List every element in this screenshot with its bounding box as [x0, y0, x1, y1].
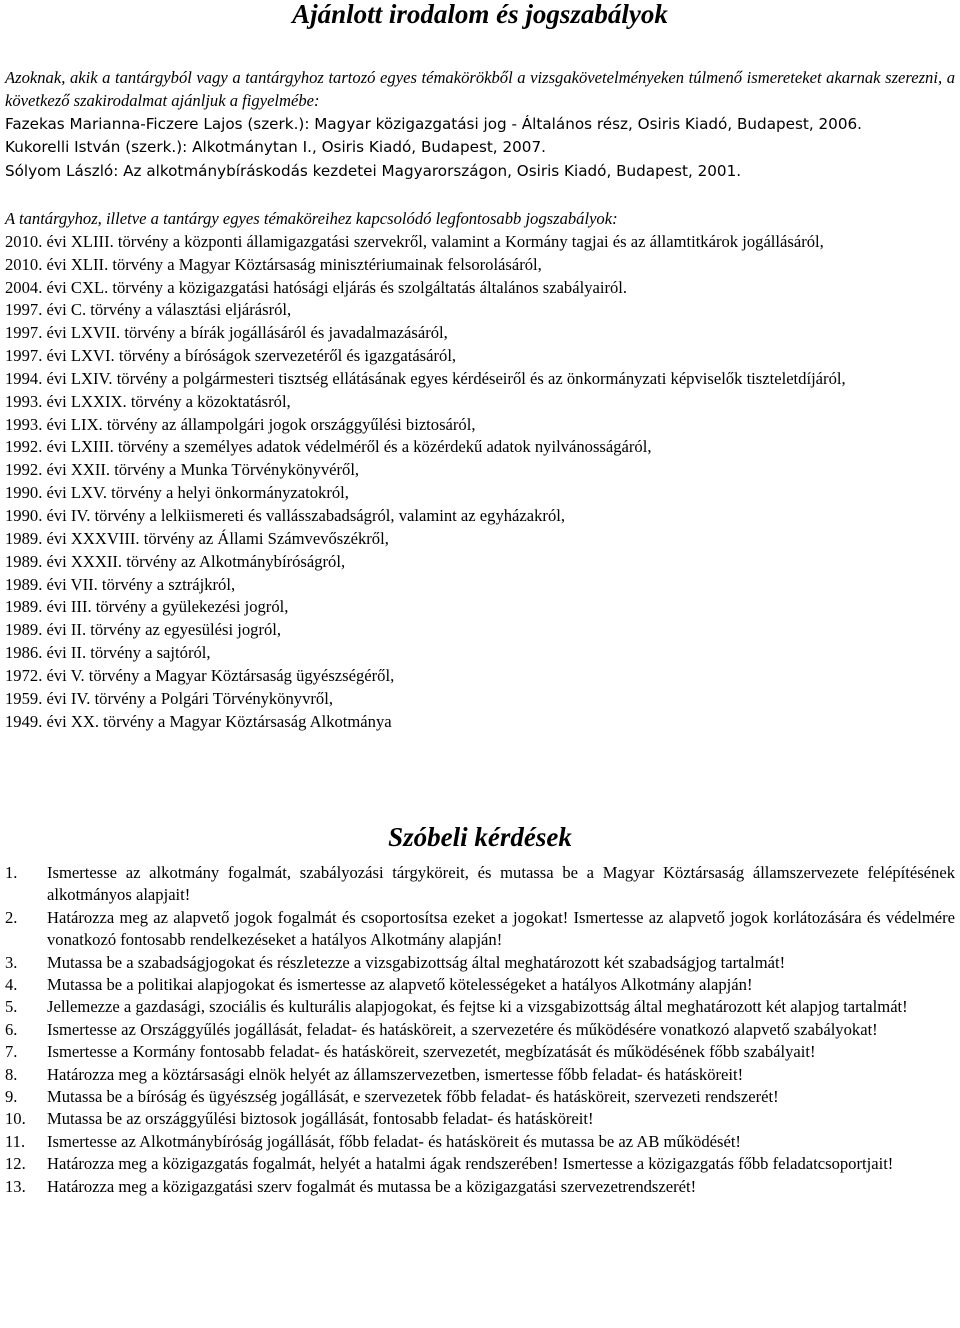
question-text: Határozza meg az alapvető jogok fogalmát és csoportosítsa ezeket a jogokat! Ismertesse az alapvető jogok korlátozására és védelmére vonatkozó fontosabb rendelkezéseket a hatályos Alkotmány alapján!: [47, 907, 955, 950]
question-number: 11.: [5, 1131, 26, 1151]
question-number: 7.: [5, 1042, 18, 1062]
law-item: 1990. évi LXV. törvény a helyi önkormányzatokról,: [5, 483, 349, 503]
question-list: [5, 862, 955, 1198]
question-number: 9.: [5, 1087, 18, 1107]
question-item: [5, 1153, 955, 1175]
question-text: Mutassa be a szabadságjogokat és részletezze a vizsgabizottság által meghatározott két szabadságjog tartalmát!: [47, 952, 786, 972]
law-item: 1993. évi LXXIX. törvény a közoktatásról,: [5, 391, 291, 411]
law-item: 1993. évi LIX. törvény az állampolgári jogok országgyűlési biztosáról,: [5, 414, 476, 434]
law-item: 1992. évi XXII. törvény a Munka Törvénykönyvéről,: [5, 460, 360, 480]
question-item: [5, 952, 955, 974]
law-item: 2010. évi XLII. törvény a Magyar Köztársaság minisztériumainak felsorolásáról,: [5, 254, 542, 274]
recommended-literature: [5, 66, 955, 183]
question-item: [5, 974, 955, 996]
question-text: Határozza meg a közigazgatás fogalmát, helyét a hatalmi ágak rendszerében! Ismertesse a közigazgatás főbb feladatcsoportjait!: [47, 1154, 894, 1174]
law-item: 1949. évi XX. törvény a Magyar Köztársaság Alkotmánya: [5, 711, 392, 731]
question-text: Határozza meg a közigazgatási szerv fogalmát és mutassa be a közigazgatási szervezetrendszerét!: [47, 1176, 697, 1196]
law-item: 1989. évi II. törvény az egyesülési jogról,: [5, 620, 282, 640]
question-number: 12.: [5, 1154, 26, 1174]
question-item: [5, 907, 955, 952]
section-title: Szóbeli kérdések: [388, 822, 572, 852]
law-item: 1989. évi VII. törvény a sztrájkról,: [5, 574, 236, 594]
question-text: Jellemezze a gazdasági, szociális és kulturális alapjogokat, és fejtse ki a vizsgabizottság által meghatározott két alapjog tartalmát!: [47, 997, 908, 1017]
question-item: [5, 996, 955, 1018]
law-item: 1972. évi V. törvény a Magyar Köztársaság ügyészségéről,: [5, 665, 395, 685]
question-item: [5, 1108, 955, 1130]
question-text: Mutassa be a politikai alapjogokat és ismertesse az alapvető kötelességeket a hatályos Alkotmány alapján!: [47, 975, 753, 995]
law-item: 1986. évi II. törvény a sajtóról,: [5, 643, 211, 663]
question-text: Ismertesse az Országgyűlés jogállását, feladat- és hatásköreit, a szervezetére és működésére vonatkozó alapvető szabályokat!: [47, 1019, 878, 1039]
question-number: 3.: [5, 952, 18, 972]
law-item: 1989. évi III. törvény a gyülekezési jogról,: [5, 597, 289, 617]
question-item: [5, 1041, 955, 1063]
question-text: Határozza meg a köztársasági elnök helyét az államszervezetben, ismertesse főbb feladat- és hatásköreit!: [47, 1064, 744, 1084]
law-item: 1989. évi XXXII. törvény az Alkotmánybíróságról,: [5, 551, 346, 571]
page-title: Ajánlott irodalom és jogszabályok: [292, 0, 668, 29]
question-number: 2.: [5, 907, 18, 927]
law-item: 1989. évi XXXVIII. törvény az Állami Számvevőszékről,: [5, 528, 389, 548]
literature-intro: Azoknak, akik a tantárgyból vagy a tantárgyhoz tartozó egyes témakörökből a vizsgakövetelményeken túlmenő ismereteket akarnak szerezni, a következő szakirodalmat ajánljuk a figyelmébe:: [5, 68, 955, 111]
literature-item: Fazekas Marianna-Ficzere Lajos (szerk.): Magyar közigazgatási jog - Általános rész, Osiris Kiadó, Budapest, 2006.: [5, 114, 862, 133]
law-item: 1959. évi IV. törvény a Polgári Törvénykönyvről,: [5, 688, 333, 708]
literature-item: Sólyom László: Az alkotmánybíráskodás kezdetei Magyarországon, Osiris Kiadó, Budapest, 2001.: [5, 161, 742, 180]
question-number: 1.: [5, 863, 18, 882]
question-item: [5, 862, 955, 907]
laws-intro: A tantárgyhoz, illetve a tantárgy egyes témaköreihez kapcsolódó legfontosabb jogszabályok:: [5, 209, 618, 228]
question-item: [5, 1019, 955, 1041]
law-item: 2010. évi XLIII. törvény a központi államigazgatási szervekről, valamint a Kormány tagjai és az államtitkárok jogállásáról,: [5, 231, 824, 251]
laws-list: [5, 208, 955, 733]
question-text: Ismertesse az Alkotmánybíróság jogállását, főbb feladat- és hatásköreit és mutassa be az AB működését!: [47, 1131, 741, 1151]
question-item: [5, 1176, 955, 1198]
question-text: Ismertesse az alkotmány fogalmát, szabályozási tárgyköreit, és mutassa be a Magyar Köztársaság államszervezete felépítésének alkotmányos alapjait!: [47, 863, 955, 905]
law-item: 1992. évi LXIII. törvény a személyes adatok védelméről és a közérdekű adatok nyilvánosságáról,: [5, 437, 652, 457]
law-item: 2004. évi CXL. törvény a közigazgatási hatósági eljárás és szolgáltatás általános szabályairól.: [5, 277, 628, 297]
law-item: 1990. évi IV. törvény a lelkiismereti és vallásszabadságról, valamint az egyházakról,: [5, 505, 566, 525]
law-item: 1994. évi LXIV. törvény a polgármesteri tisztség ellátásának egyes kérdéseiről és az önkormányzati képviselők tiszteletdíjáról,: [5, 368, 846, 388]
question-number: 5.: [5, 997, 18, 1017]
question-number: 4.: [5, 975, 18, 995]
question-item: [5, 1086, 955, 1108]
question-number: 10.: [5, 1109, 26, 1129]
law-item: 1997. évi LXVII. törvény a bírák jogállásáról és javadalmazásáról,: [5, 323, 448, 343]
question-item: [5, 1131, 955, 1153]
law-item: 1997. évi C. törvény a választási eljárásról,: [5, 300, 292, 320]
law-item: 1997. évi LXVI. törvény a bíróságok szervezetéről és igazgatásáról,: [5, 346, 457, 366]
question-number: 6.: [5, 1019, 18, 1039]
question-number: 8.: [5, 1064, 18, 1084]
question-text: Ismertesse a Kormány fontosabb feladat- és hatásköreit, szervezetét, megbízatását és működésének főbb szabályait!: [47, 1042, 816, 1062]
question-number: 13.: [5, 1176, 26, 1196]
literature-item: Kukorelli István (szerk.): Alkotmánytan I., Osiris Kiadó, Budapest, 2007.: [5, 138, 546, 157]
question-item: [5, 1064, 955, 1086]
question-text: Mutassa be az országgyűlési biztosok jogállását, fontosabb feladat- és hatásköreit!: [47, 1109, 594, 1129]
question-text: Mutassa be a bíróság és ügyészség jogállását, e szervezetek főbb feladat- és hatásköreit, szervezeti rendszerét!: [47, 1087, 779, 1107]
